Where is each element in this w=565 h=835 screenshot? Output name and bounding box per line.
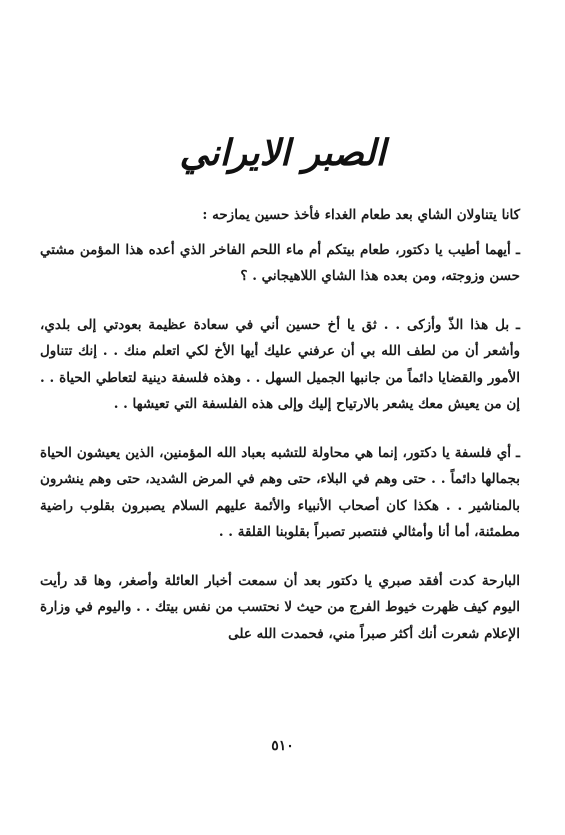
dialogue-paragraph-hussein-reply: ـ أي فلسفة يا دكتور، إنما هي محاولة للتشبه بعباد الله المؤمنين، الذين يعيشون الحياة بجمالها دائماً . . حتى وهم في البلاء، حتى وهم في المرض الشديد، حتى وهم ينشرون بالمناشير . . هكذا كان أصحاب الأنبياء والأئمة عليهم السلام يصبرون بقلوب راضية مطمئنة، أما أنا وأمثالي فنتصبر تصبراً بقلوبنا القلقة . . [40,444,520,540]
dialogue-paragraph-doctor-reply: ـ بل هذا الذّ وأزكى . . ثق يا أخ حسين أني في سعادة عظيمة بعودتي إلى بلدي، وأشعر أن من لطف الله بي أن عرفني عليك أيها الأخ لكي اتعلم منك . . إنك تتناول الأمور والقضايا دائماً من جانبها الجميل السهل . . وهذه فلسفة دينية لتعاطي الحياة . . إن من يعيش معك يشعر بالارتياح إليك وإلى هذه الفلسفة التي تعيشها . . [40,316,520,412]
body-text [40,202,520,647]
chapter-title: الصبر الايراني [179,132,386,174]
dialogue-paragraph-hussein-question: ـ أيهما أطيب يا دكتور، طعام بيتكم أم ماء اللحم الفاخر الذي أعده هذا المؤمن مشتي حسن وزوجته، ومن بعده هذا الشاي اللاهيجاني . ؟ [40,241,520,284]
narrative-paragraph: البارحة كدت أفقد صبري يا دكتور بعد أن سمعت أخبار العائلة وأصغر، وها قد رأيت اليوم كيف ظهرت خيوط الفرج من حيث لا نحتسب من نفس بيتك . . واليوم في وزارة الإعلام شعرت أنك أكثر صبراً مني، فحمدت الله على [40,572,520,642]
page-number: ٥١٠ [271,738,294,754]
intro-paragraph: كانا يتناولان الشاي بعد طعام الغداء فأخذ حسين يمازحه : [202,207,520,223]
